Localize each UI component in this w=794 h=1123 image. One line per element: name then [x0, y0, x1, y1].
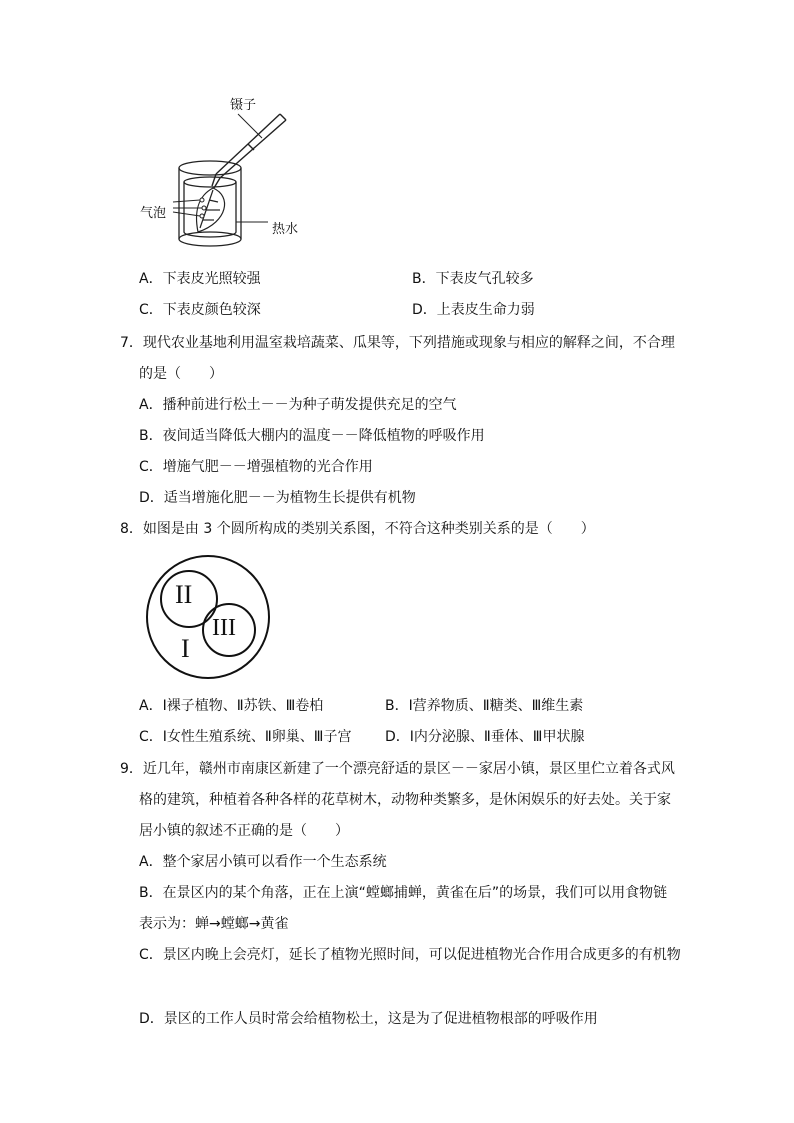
q9-option-c: C．景区内晚上会亮灯，延长了植物光照时间，可以促进植物光合作用合成更多的有机物: [139, 947, 681, 963]
q6-option-d: D．上表皮生命力弱: [412, 302, 535, 318]
q9-option-a: A．整个家居小镇可以看作一个生态系统: [139, 854, 387, 870]
beaker-figure: [140, 92, 320, 262]
category-relation-diagram: [145, 554, 271, 680]
q8-option-a: A．Ⅰ裸子植物、Ⅱ苏铁、Ⅲ卷柏: [139, 698, 324, 714]
q9-stem-line3: 居小镇的叙述不正确的是（ ）: [139, 823, 349, 839]
bubbles-label: 气泡: [140, 206, 167, 221]
q9-option-b-line2: 表示为：蝉→螳螂→黄雀: [139, 916, 289, 932]
label-outer-circle: I: [181, 634, 190, 663]
q7-stem-line2: 的是（ ）: [139, 366, 223, 382]
q8-option-d: D．Ⅰ内分泌腺、Ⅱ垂体、Ⅲ甲状腺: [385, 729, 585, 745]
q8-option-b: B．Ⅰ营养物质、Ⅱ糖类、Ⅲ维生素: [385, 698, 584, 714]
q7-option-d: D．适当增施化肥－－为植物生长提供有机物: [139, 490, 416, 506]
q8-stem: 8．如图是由 3 个圆所构成的类别关系图，不符合这种类别关系的是（ ）: [120, 521, 595, 537]
leaf-icon: [197, 188, 225, 232]
q7-stem-line1: 7．现代农业基地利用温室栽培蔬菜、瓜果等，下列措施或现象与相应的解释之间，不合理: [120, 335, 675, 351]
label-circle-ii: II: [175, 580, 193, 609]
q7-option-b: B．夜间适当降低大棚内的温度－－降低植物的呼吸作用: [139, 428, 485, 444]
q7-option-a: A．播种前进行松土－－为种子萌发提供充足的空气: [139, 397, 457, 413]
q9-stem-line1: 9．近几年，赣州市南康区新建了一个漂亮舒适的景区－－家居小镇，景区里伫立着各式风: [120, 761, 675, 777]
label-circle-iii: III: [212, 615, 236, 641]
circles-drawing: [145, 554, 271, 680]
tweezers-label: 镊子: [230, 98, 257, 113]
q9-option-b-line1: B．在景区内的某个角落，正在上演“螳螂捕蝉，黄雀在后”的场景，我们可以用食物链: [139, 885, 668, 901]
q6-option-b: B．下表皮气孔较多: [412, 271, 534, 287]
q9-option-d: D．景区的工作人员时常会给植物松土，这是为了促进植物根部的呼吸作用: [139, 1011, 598, 1027]
q7-option-c: C．增施气肥－－增强植物的光合作用: [139, 459, 373, 475]
hot-water-label: 热水: [272, 222, 299, 237]
q6-option-a: A．下表皮光照较强: [139, 271, 261, 287]
q9-stem-line2: 格的建筑，种植着各种各样的花草树木，动物种类繁多，是休闲娱乐的好去处。关于家: [139, 792, 671, 808]
q8-option-c: C．Ⅰ女性生殖系统、Ⅱ卵巢、Ⅲ子宫: [139, 729, 352, 745]
q6-option-c: C．下表皮颜色较深: [139, 302, 261, 318]
